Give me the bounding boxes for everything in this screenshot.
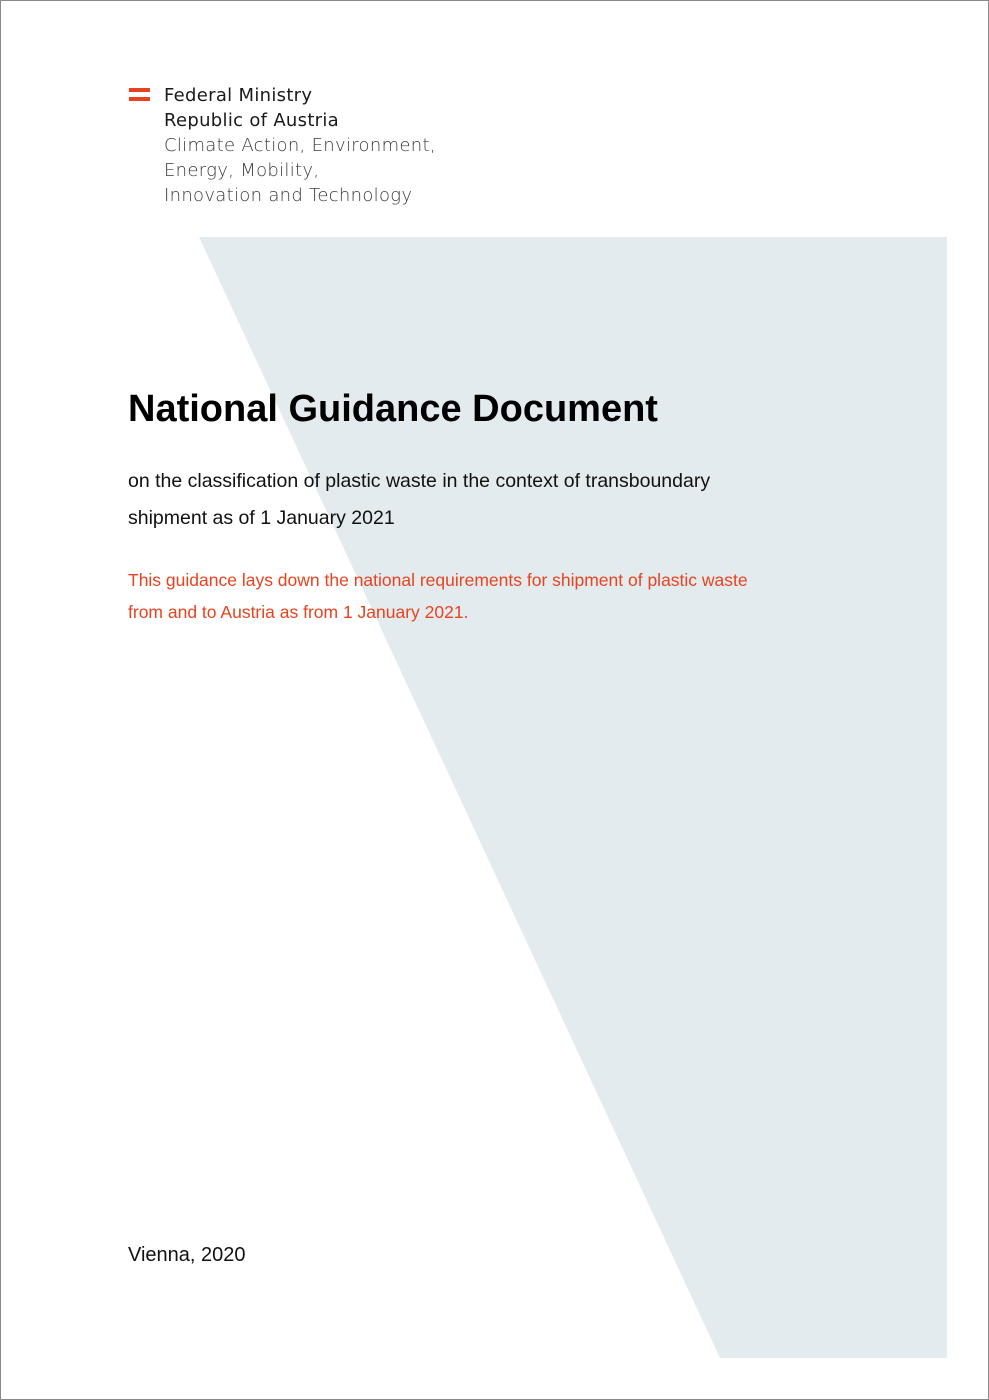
document-title: National Guidance Document [128, 388, 658, 430]
flag-stripe-bottom [129, 97, 150, 101]
ministry-line-3: Climate Action, Environment, [164, 135, 436, 156]
flag-stripe-top [129, 88, 150, 92]
guidance-note [128, 564, 868, 628]
ministry-line-5: Innovation and Technology [164, 185, 413, 206]
ministry-line-1: Federal Ministry [164, 85, 313, 106]
subtitle-line-1: on the classification of plastic waste in the context of transboundary [128, 470, 711, 492]
place-and-year: Vienna, 2020 [128, 1244, 246, 1266]
ministry-line-4: Energy, Mobility, [164, 160, 320, 181]
austria-flag-icon [129, 88, 150, 102]
document-subtitle [128, 463, 828, 537]
ministry-name [164, 83, 436, 208]
note-line-2: from and to Austria as from 1 January 2021. [128, 602, 469, 622]
ministry-line-2: Republic of Austria [164, 110, 340, 131]
background-shape [1, 1, 989, 1400]
subtitle-line-2: shipment as of 1 January 2021 [128, 507, 395, 529]
note-line-1: This guidance lays down the national requirements for shipment of plastic waste [128, 570, 748, 590]
